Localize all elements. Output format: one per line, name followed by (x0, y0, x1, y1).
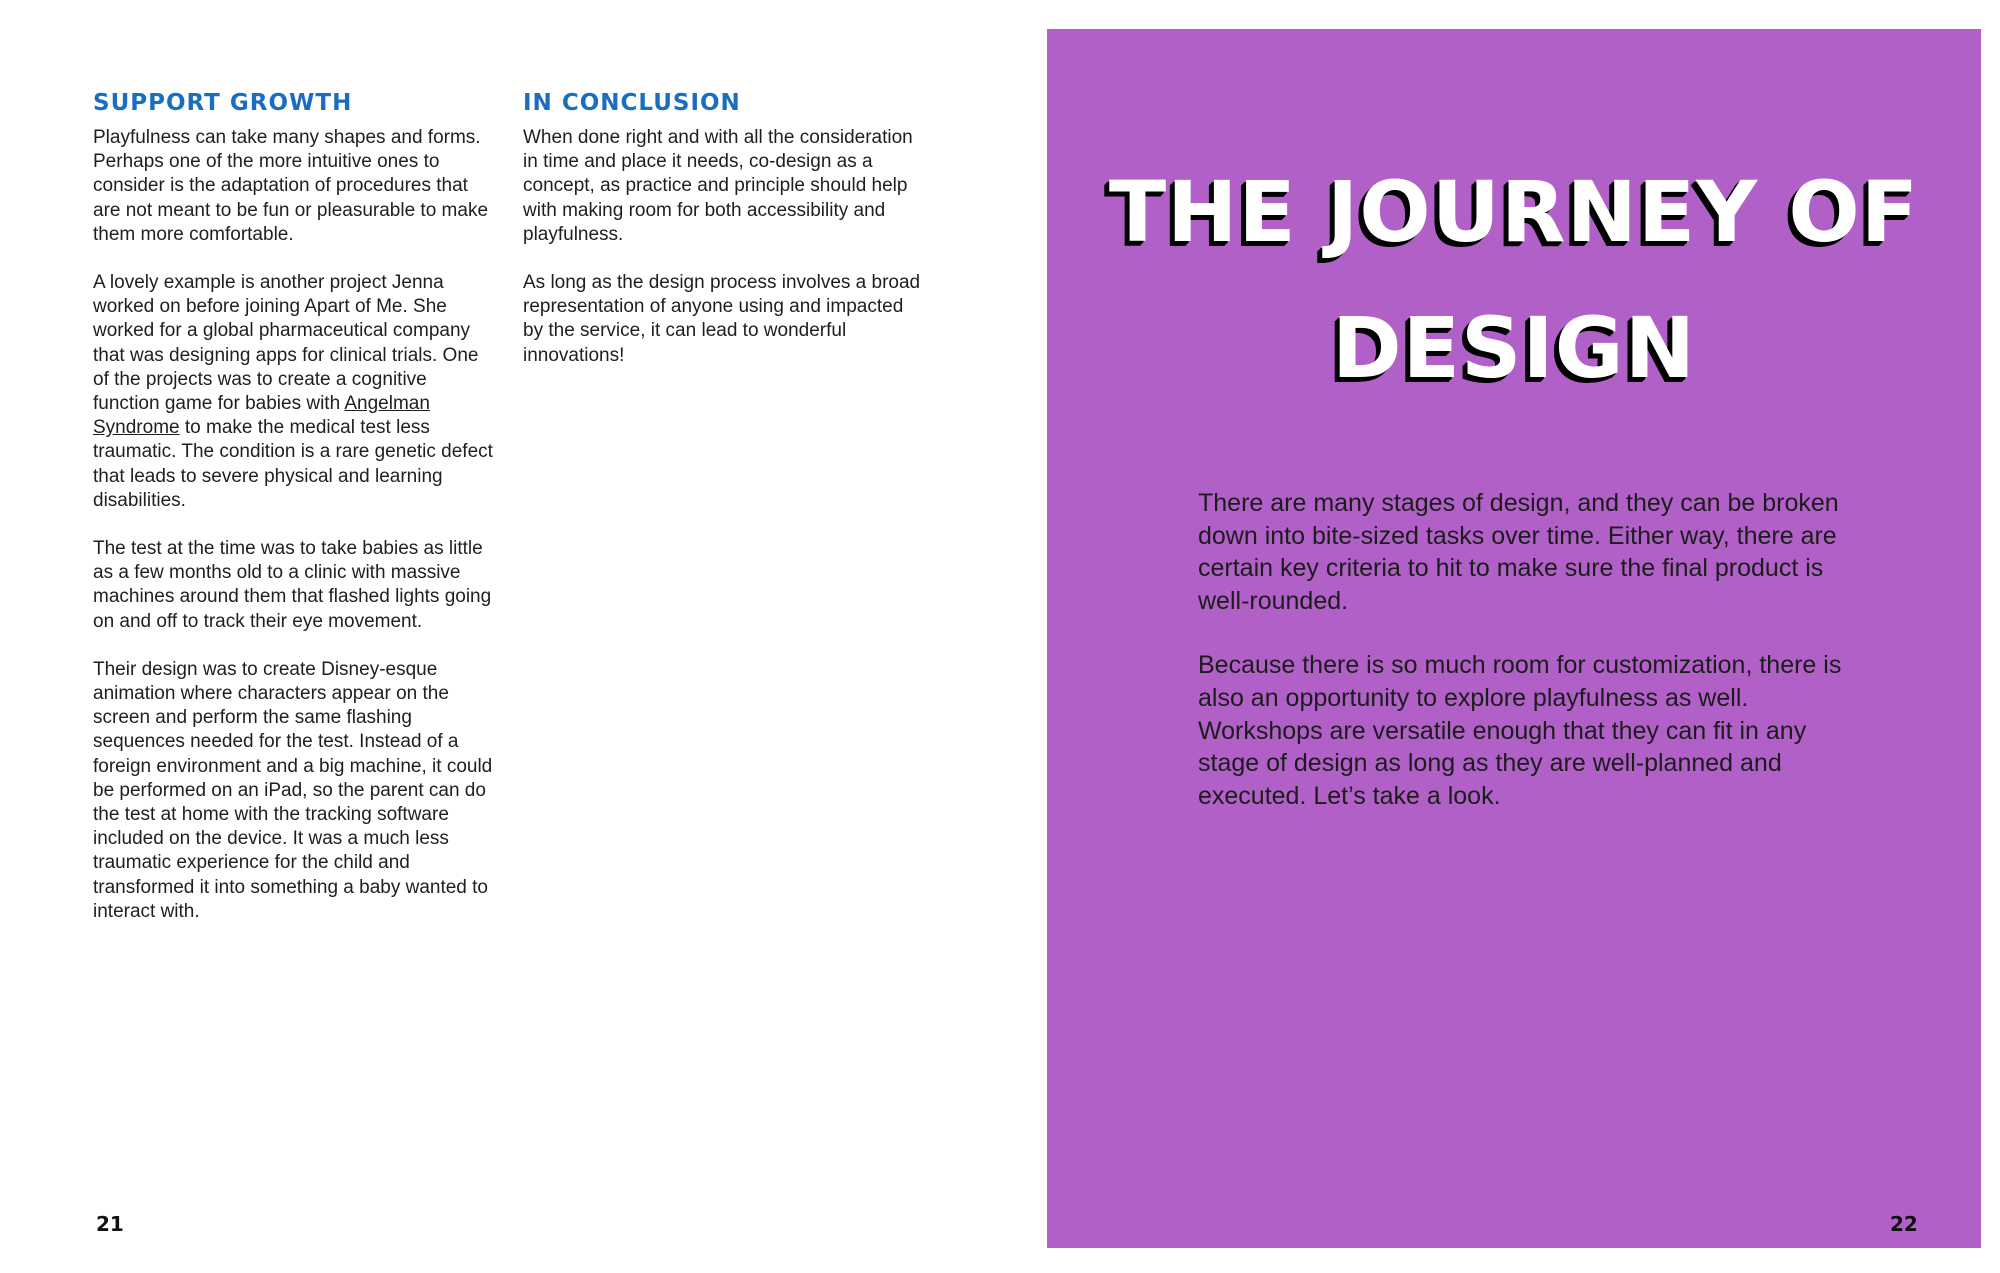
body-paragraph: When done right and with all the consideration in time and place it needs, co-design as a concept, as practice and principle should help with making room for both accessibility and playfulness. (523, 127, 913, 245)
support-growth-column (93, 88, 493, 948)
purple-feature-panel (1047, 29, 1981, 1248)
feature-title-line-1: THE JOURNEY OF (1108, 163, 1920, 261)
section-heading-in-conclusion: IN CONCLUSION (523, 90, 741, 116)
page-number-left: 21 (96, 1212, 124, 1236)
feature-paragraph: Because there is so much room for customization, there is also an opportunity to explore playfulness as well. Workshops are versatile enough that they can fit in any stage of design as long as they are well-planned and executed. Let’s take a look. (1198, 651, 1842, 810)
feature-title (1047, 144, 1981, 416)
body-paragraph: The test at the time was to take babies as little as a few months old to a clinic with massive machines around them that flashed lights going on and off to track their eye movement. (93, 538, 492, 632)
body-paragraph: As long as the design process involves a broad representation of anyone using and impacted by the service, it can lead to wonderful innovations! (523, 272, 921, 366)
page-number-right: 22 (1890, 1212, 1918, 1236)
angelman-syndrome-link[interactable]: Angelman Syndrome (93, 393, 430, 439)
feature-title-line-2: DESIGN (1331, 299, 1697, 397)
body-paragraph: Their design was to create Disney-esque animation where characters appear on the screen and perform the same flashing sequences needed for the test. Instead of a foreign environment and a big machine, it could be performed on an iPad, so the parent can do the test at home with the tracking software included on the device. It was a much less traumatic experience for the child and transformed it into something a baby wanted to interact with. (93, 658, 493, 922)
body-paragraph: Playfulness can take many shapes and forms. Perhaps one of the more intuitive ones to consider is the adaptation of procedures that are not meant to be fun or pleasurable to make them more comfortable. (93, 127, 489, 245)
body-paragraph: A lovely example is another project Jenna worked on before joining Apart of Me. She worked for a global pharmaceutical company that was designing apps for clinical trials. One of the projects was to create a cognitive function game for babies with Angelman Syndrome to make the medical test less traumatic. The condition is a rare genetic defect that leads to severe physical and learning disabilities. (93, 272, 493, 511)
feature-paragraph: There are many stages of design, and they can be broken down into bite-sized tasks over time. Either way, there are certain key criteria to hit to make sure the final product is well-rounded. (1198, 489, 1839, 615)
in-conclusion-column (523, 88, 923, 392)
section-heading-support-growth: SUPPORT GROWTH (93, 90, 353, 116)
feature-body (1198, 487, 1848, 844)
